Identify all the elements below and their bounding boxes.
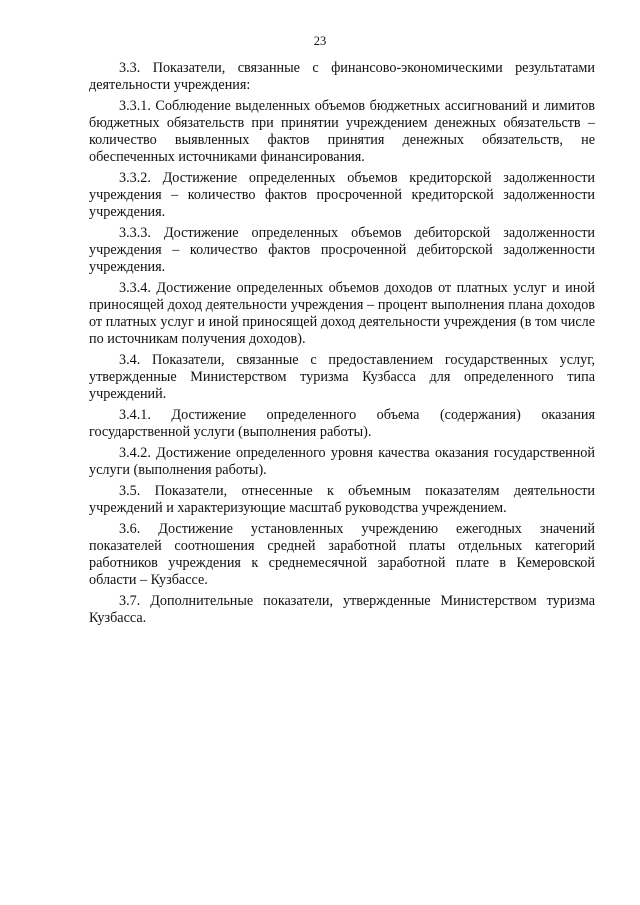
paragraph-3-3-4: 3.3.4. Достижение определенных объемов доходов от платных услуг и иной приносящей доход деятельности учреждения – процент выполнения плана доходов от платных услуг и иной приносящей доход деятельности учреждения (в том числе по источникам получения доходов).	[89, 280, 595, 347]
paragraph-3-5: 3.5. Показатели, отнесенные к объемным показателям деятельности учреждений и характеризующие масштаб руководства учреждением.	[89, 483, 595, 516]
paragraph-3-3-1: 3.3.1. Соблюдение выделенных объемов бюджетных ассигнований и лимитов бюджетных обязательств при принятии учреждением денежных обязательств – количество выявленных фактов принятия денежных обязательств, не обеспеченных источниками финансирования.	[89, 98, 595, 165]
document-body	[89, 60, 595, 631]
paragraph-3-3: 3.3. Показатели, связанные с финансово-экономическими результатами деятельности учреждения:	[89, 60, 595, 93]
paragraph-3-3-3: 3.3.3. Достижение определенных объемов дебиторской задолженности учреждения – количество фактов просроченной дебиторской задолженности учреждения.	[89, 225, 595, 275]
paragraph-3-4-2: 3.4.2. Достижение определенного уровня качества оказания государственной услуги (выполнения работы).	[89, 445, 595, 478]
paragraph-3-3-2: 3.3.2. Достижение определенных объемов кредиторской задолженности учреждения – количество фактов просроченной кредиторской задолженности учреждения.	[89, 170, 595, 220]
paragraph-3-4-1: 3.4.1. Достижение определенного объема (содержания) оказания государственной услуги (выполнения работы).	[89, 407, 595, 440]
page-number: 23	[313, 34, 327, 48]
paragraph-3-6: 3.6. Достижение установленных учреждению ежегодных значений показателей соотношения средней заработной платы отдельных категорий работников учреждения к среднемесячной заработной плате в Кемеровской области – Кузбассе.	[89, 521, 595, 588]
paragraph-3-7: 3.7. Дополнительные показатели, утвержденные Министерством туризма Кузбасса.	[89, 593, 595, 626]
paragraph-3-4: 3.4. Показатели, связанные с предоставлением государственных услуг, утвержденные Министерством туризма Кузбасса для определенного типа учреждений.	[89, 352, 595, 402]
